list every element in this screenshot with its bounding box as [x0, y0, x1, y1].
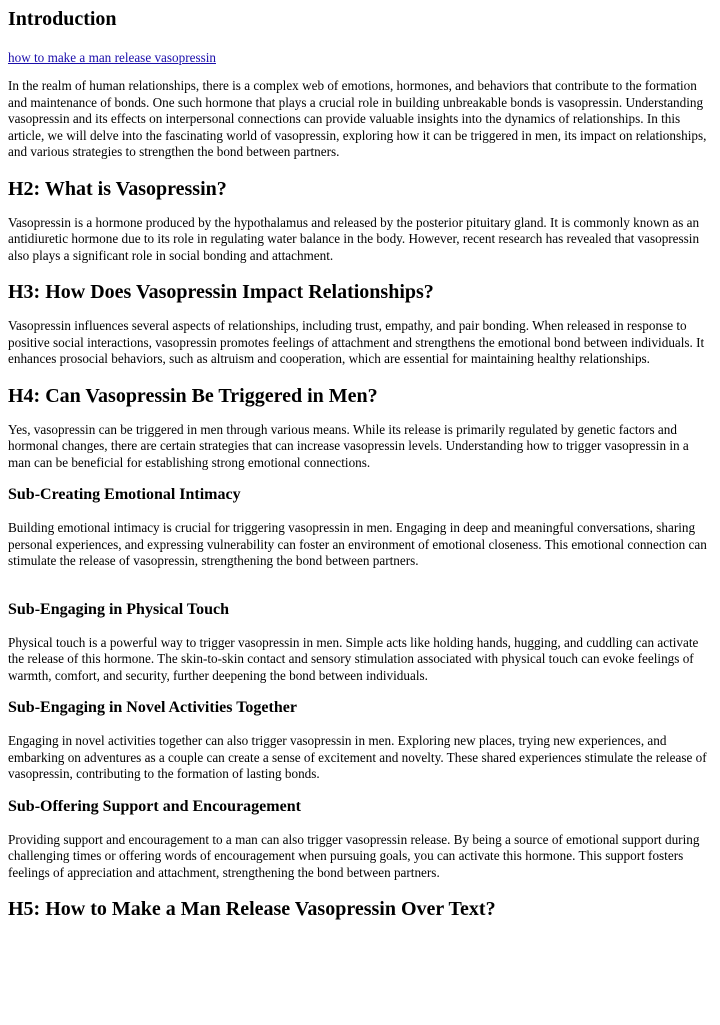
subsection-paragraph-emotional-intimacy: Building emotional intimacy is crucial for triggering vasopressin in men. Engaging in deep and meaningful conversations, sharing personal experiences, and expressing vulnerability can foster an environment of emotional closeness. This emotional connection can stimulate the release of vasopressin, strengthening the bond between partners.	[8, 520, 707, 568]
section-heading-what-is-vasopressin: H2: What is Vasopressin?	[8, 177, 227, 200]
intro-heading: Introduction	[8, 8, 117, 30]
subsection-paragraph-physical-touch: Physical touch is a powerful way to trigger vasopressin in men. Simple acts like holding hands, hugging, and cuddling can activate the release of this hormone. The skin-to-skin contact and sensory stimulation associated with physical touch can evoke feelings of warmth, comfort, and security, further deepening the bond between individuals.	[8, 634, 699, 683]
subsection-paragraph-support-encouragement: Providing support and encouragement to a man can also trigger vasopressin release. By being a source of emotional support during challenging times or offering words of encouragement when pursuing goals, you can activate this hormone. This support fosters feelings of appreciation and attachment, strengthening the bond between partners.	[8, 831, 700, 880]
link-line	[8, 49, 712, 67]
subsection-heading-emotional-intimacy: Sub-Creating Emotional Intimacy	[8, 486, 241, 503]
section-paragraph-impact-relationships: Vasopressin influences several aspects of relationships, including trust, empathy, and pair bonding. When released in response to positive social interactions, vasopressin promotes feelings of attachment and strengthens the emotional bond between individuals. It enhances prosocial behaviors, such as altruism and cooperation, which are essential for maintaining healthy relationships.	[8, 318, 705, 366]
subsection-paragraph-novel-activities: Engaging in novel activities together can also trigger vasopressin in men. Exploring new places, trying new experiences, and embarking on adventures as a couple can create a sense of excitement and novelty. These shared experiences stimulate the release of vasopressin, contributing to the formation of lasting bonds.	[8, 733, 707, 781]
subsection-heading-novel-activities: Sub-Engaging in Novel Activities Together	[8, 699, 297, 716]
article	[0, 7, 720, 921]
section-heading-triggered-in-men: H4: Can Vasopressin Be Triggered in Men?	[8, 384, 378, 407]
subsection-heading-support-encouragement: Sub-Offering Support and Encouragement	[8, 797, 301, 815]
subsection-heading-physical-touch: Sub-Engaging in Physical Touch	[8, 600, 229, 618]
section-heading-impact-relationships: H3: How Does Vasopressin Impact Relationships?	[8, 281, 434, 303]
section-paragraph-what-is-vasopressin: Vasopressin is a hormone produced by the hypothalamus and released by the posterior pituitary gland. It is commonly known as an antidiuretic hormone due to its role in regulating water balance in the body. However, recent research has revealed that vasopressin also plays a significant role in social bonding and attachment.	[8, 214, 700, 263]
article-link[interactable]: how to make a man release vasopressin	[8, 50, 216, 65]
section-paragraph-triggered-in-men: Yes, vasopressin can be triggered in men through various means. While its release is primarily regulated by genetic factors and hormonal changes, there are certain strategies that can increase vasopressin levels. Understanding how to trigger vasopressin in a man can be beneficial for establishing strong emotional connections.	[8, 421, 689, 470]
section-heading-over-text: H5: How to Make a Man Release Vasopressin Over Text?	[8, 898, 496, 920]
intro-paragraph: In the realm of human relationships, there is a complex web of emotions, hormones, and behaviors that contribute to the formation and maintenance of bonds. One such hormone that plays a crucial role in building unbreakable bonds is vasopressin. Understanding vasopressin and its effects on interpersonal connections can provide valuable insights into the dynamics of relationships. In this article, we will delve into the fascinating world of vasopressin, exploring how it can be triggered in men, its impact on relationships, and various strategies to strengthen the bond between partners.	[8, 78, 707, 159]
